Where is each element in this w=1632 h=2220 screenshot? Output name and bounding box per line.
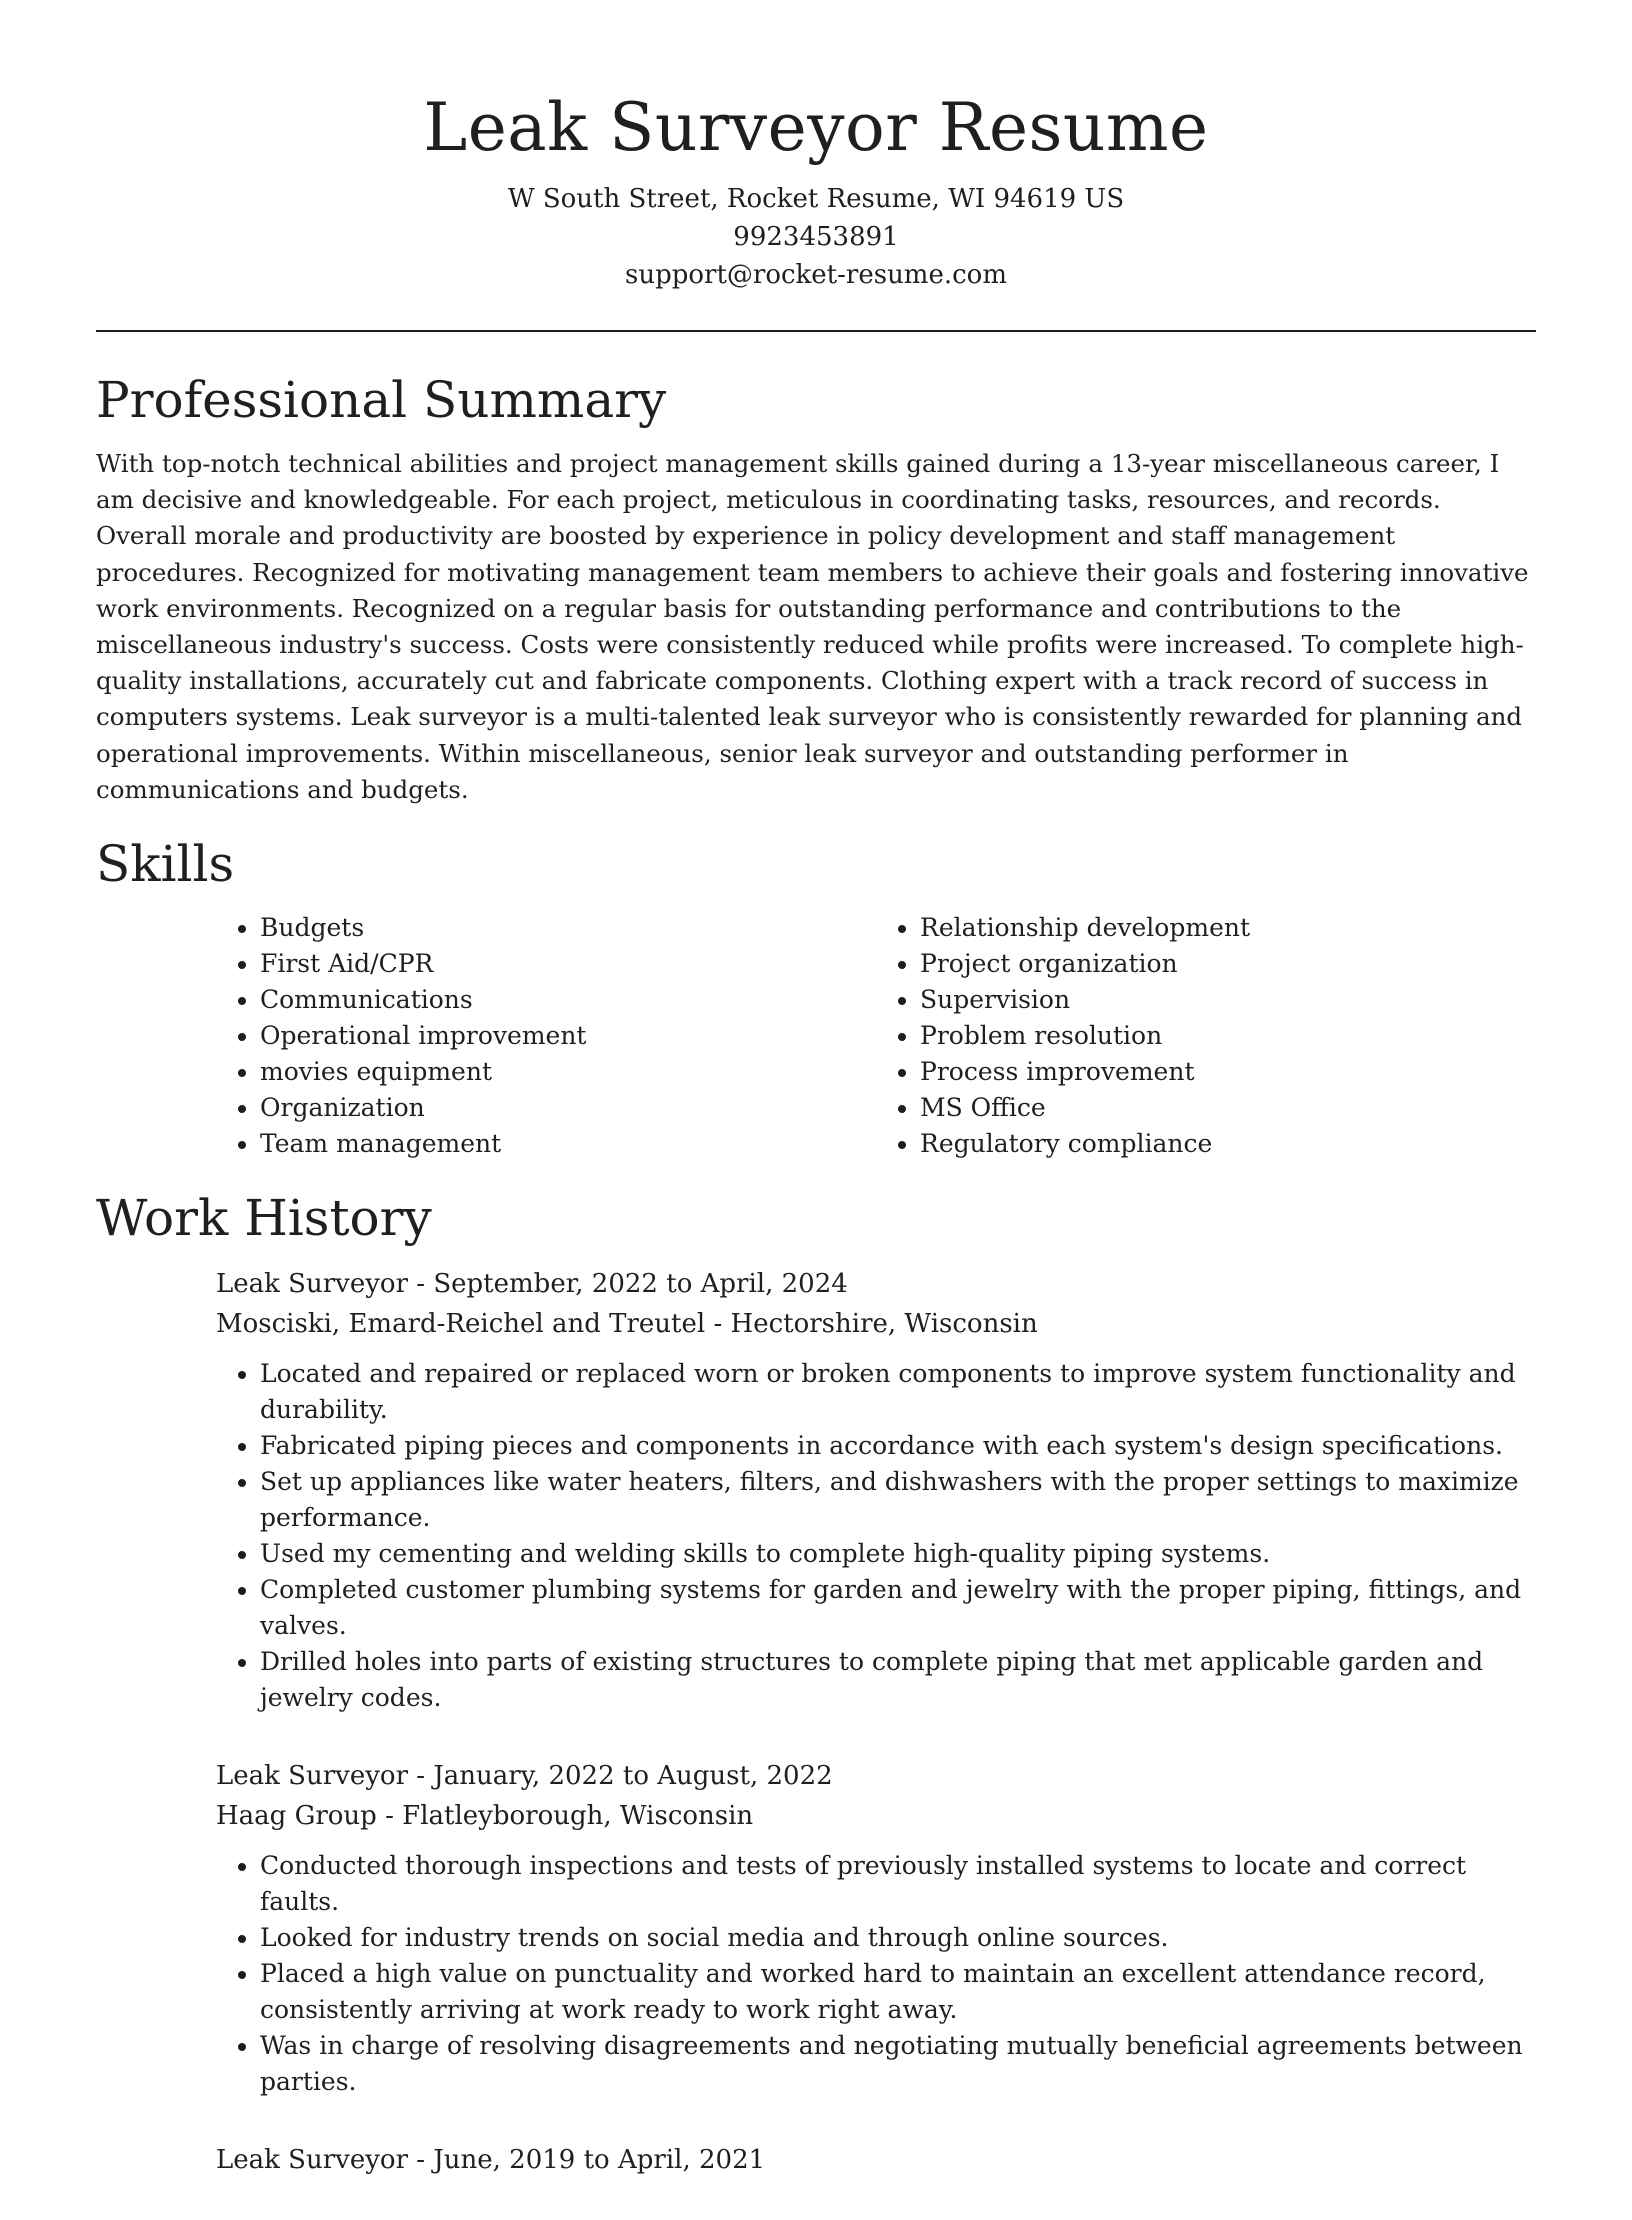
job-entry (216, 2140, 1536, 2180)
contact-phone: 9923453891 (733, 222, 899, 252)
skill-item: • Budgets (260, 910, 876, 946)
skill-item: • movies equipment (260, 1054, 876, 1090)
skill-item: • Problem resolution (920, 1018, 1536, 1054)
header-divider (96, 330, 1536, 332)
job-title-line: Leak Surveyor - September, 2022 to April, 2024 (216, 1269, 848, 1300)
job-company: Haag Group (216, 1801, 377, 1832)
job-bullet: • Set up appliances like water heaters, filters, and dishwashers with the proper settings to maximize performance. (260, 1464, 1536, 1536)
summary-section (96, 372, 1536, 808)
job-bullet: • Placed a high value on punctuality and worked hard to maintain an excellent attendance record, consistently arriving at work ready to work right away. (260, 1956, 1536, 2028)
job-title-line: Leak Surveyor - January, 2022 to August, 2022 (216, 1761, 833, 1792)
job-bullet: • Located and repaired or replaced worn or broken components to improve system functionality and durability. (260, 1356, 1536, 1428)
job-bullet: • Used my cementing and welding skills to complete high-quality piping systems. (260, 1536, 1536, 1572)
skills-section (96, 836, 1536, 1162)
work-history-heading: Work History (96, 1189, 432, 1248)
job-bullets (216, 1848, 1536, 2100)
skill-item: • Regulatory compliance (920, 1126, 1536, 1162)
contact-address: W South Street, Rocket Resume, WI 94619 US (507, 184, 1125, 214)
job-bullet: • Drilled holes into parts of existing structures to complete piping that met applicable garden and jewelry codes. (260, 1644, 1536, 1716)
summary-heading: Professional Summary (96, 371, 667, 429)
work-history-section (96, 1190, 1536, 2180)
skill-item: • Communications (260, 982, 876, 1018)
job-company-line: Mosciski, Emard-Reichel and Treutel - Hectorshire, Wisconsin (216, 1309, 1038, 1340)
job-title-line: Leak Surveyor - June, 2019 to April, 2021 (216, 2145, 766, 2176)
job-dates: January, 2022 to August, 2022 (433, 1761, 833, 1792)
job-company: Mosciski, Emard-Reichel and Treutel (216, 1309, 706, 1340)
skills-list-left (216, 910, 876, 1162)
job-bullet: • Completed customer plumbing systems for garden and jewelry with the proper piping, fittings, and valves. (260, 1572, 1536, 1644)
job-entry (216, 1756, 1536, 2100)
skill-item: • Organization (260, 1090, 876, 1126)
contact-email: support@rocket-resume.com (624, 260, 1007, 290)
job-bullet: • Was in charge of resolving disagreements and negotiating mutually beneficial agreements between parties. (260, 2028, 1536, 2100)
job-title: Leak Surveyor (216, 2145, 409, 2176)
job-title: Leak Surveyor (216, 1269, 409, 1300)
skill-item: • Operational improvement (260, 1018, 876, 1054)
job-bullet: • Fabricated piping pieces and components in accordance with each system's design specifications. (260, 1428, 1536, 1464)
job-dates: September, 2022 to April, 2024 (433, 1269, 848, 1300)
skill-item: • Process improvement (920, 1054, 1536, 1090)
job-company-line: Haag Group - Flatleyborough, Wisconsin (216, 1801, 754, 1832)
job-location: Hectorshire, Wisconsin (730, 1309, 1038, 1340)
contact-block (96, 180, 1536, 294)
skill-item: • Project organization (920, 946, 1536, 982)
skills-list-right (876, 910, 1536, 1162)
job-bullets (216, 1356, 1536, 1716)
job-bullet: • Looked for industry trends on social media and through online sources. (260, 1920, 1536, 1956)
skill-item: • Relationship development (920, 910, 1536, 946)
job-title: Leak Surveyor (216, 1761, 409, 1792)
resume-title: Leak Surveyor Resume (423, 89, 1209, 166)
resume-page (96, 0, 1536, 2220)
skill-item: • Supervision (920, 982, 1536, 1018)
job-bullet: • Conducted thorough inspections and tests of previously installed systems to locate and correct faults. (260, 1848, 1536, 1920)
skill-item: • First Aid/CPR (260, 946, 876, 982)
skill-item: • MS Office (920, 1090, 1536, 1126)
skills-columns (216, 910, 1536, 1162)
job-location: Flatleyborough, Wisconsin (402, 1801, 754, 1832)
skills-heading: Skills (96, 835, 235, 894)
resume-header (96, 0, 1536, 294)
job-entry (216, 1264, 1536, 1716)
summary-text: With top-notch technical abilities and project management skills gained during a 13-year miscellaneous career, I am decisive and knowledgeable. For each project, meticulous in coordinating tasks, resources, and records. Overall morale and productivity are boosted by experience in policy development and staff management procedures. Recognized for motivating management team members to achieve their goals and fostering innovative work environments. Recognized on a regular basis for outstanding performance and contributions to the miscellaneous industry's success. Costs were consistently reduced while profits were increased. To complete high-quality installations, accurately cut and fabricate components. Clothing expert with a track record of success in computers systems. Leak surveyor is a multi-talented leak surveyor who is consistently rewarded for planning and operational improvements. Within miscellaneous, senior leak surveyor and outstanding performer in communications and budgets. (96, 449, 1529, 804)
job-dates: June, 2019 to April, 2021 (433, 2145, 766, 2176)
skill-item: • Team management (260, 1126, 876, 1162)
